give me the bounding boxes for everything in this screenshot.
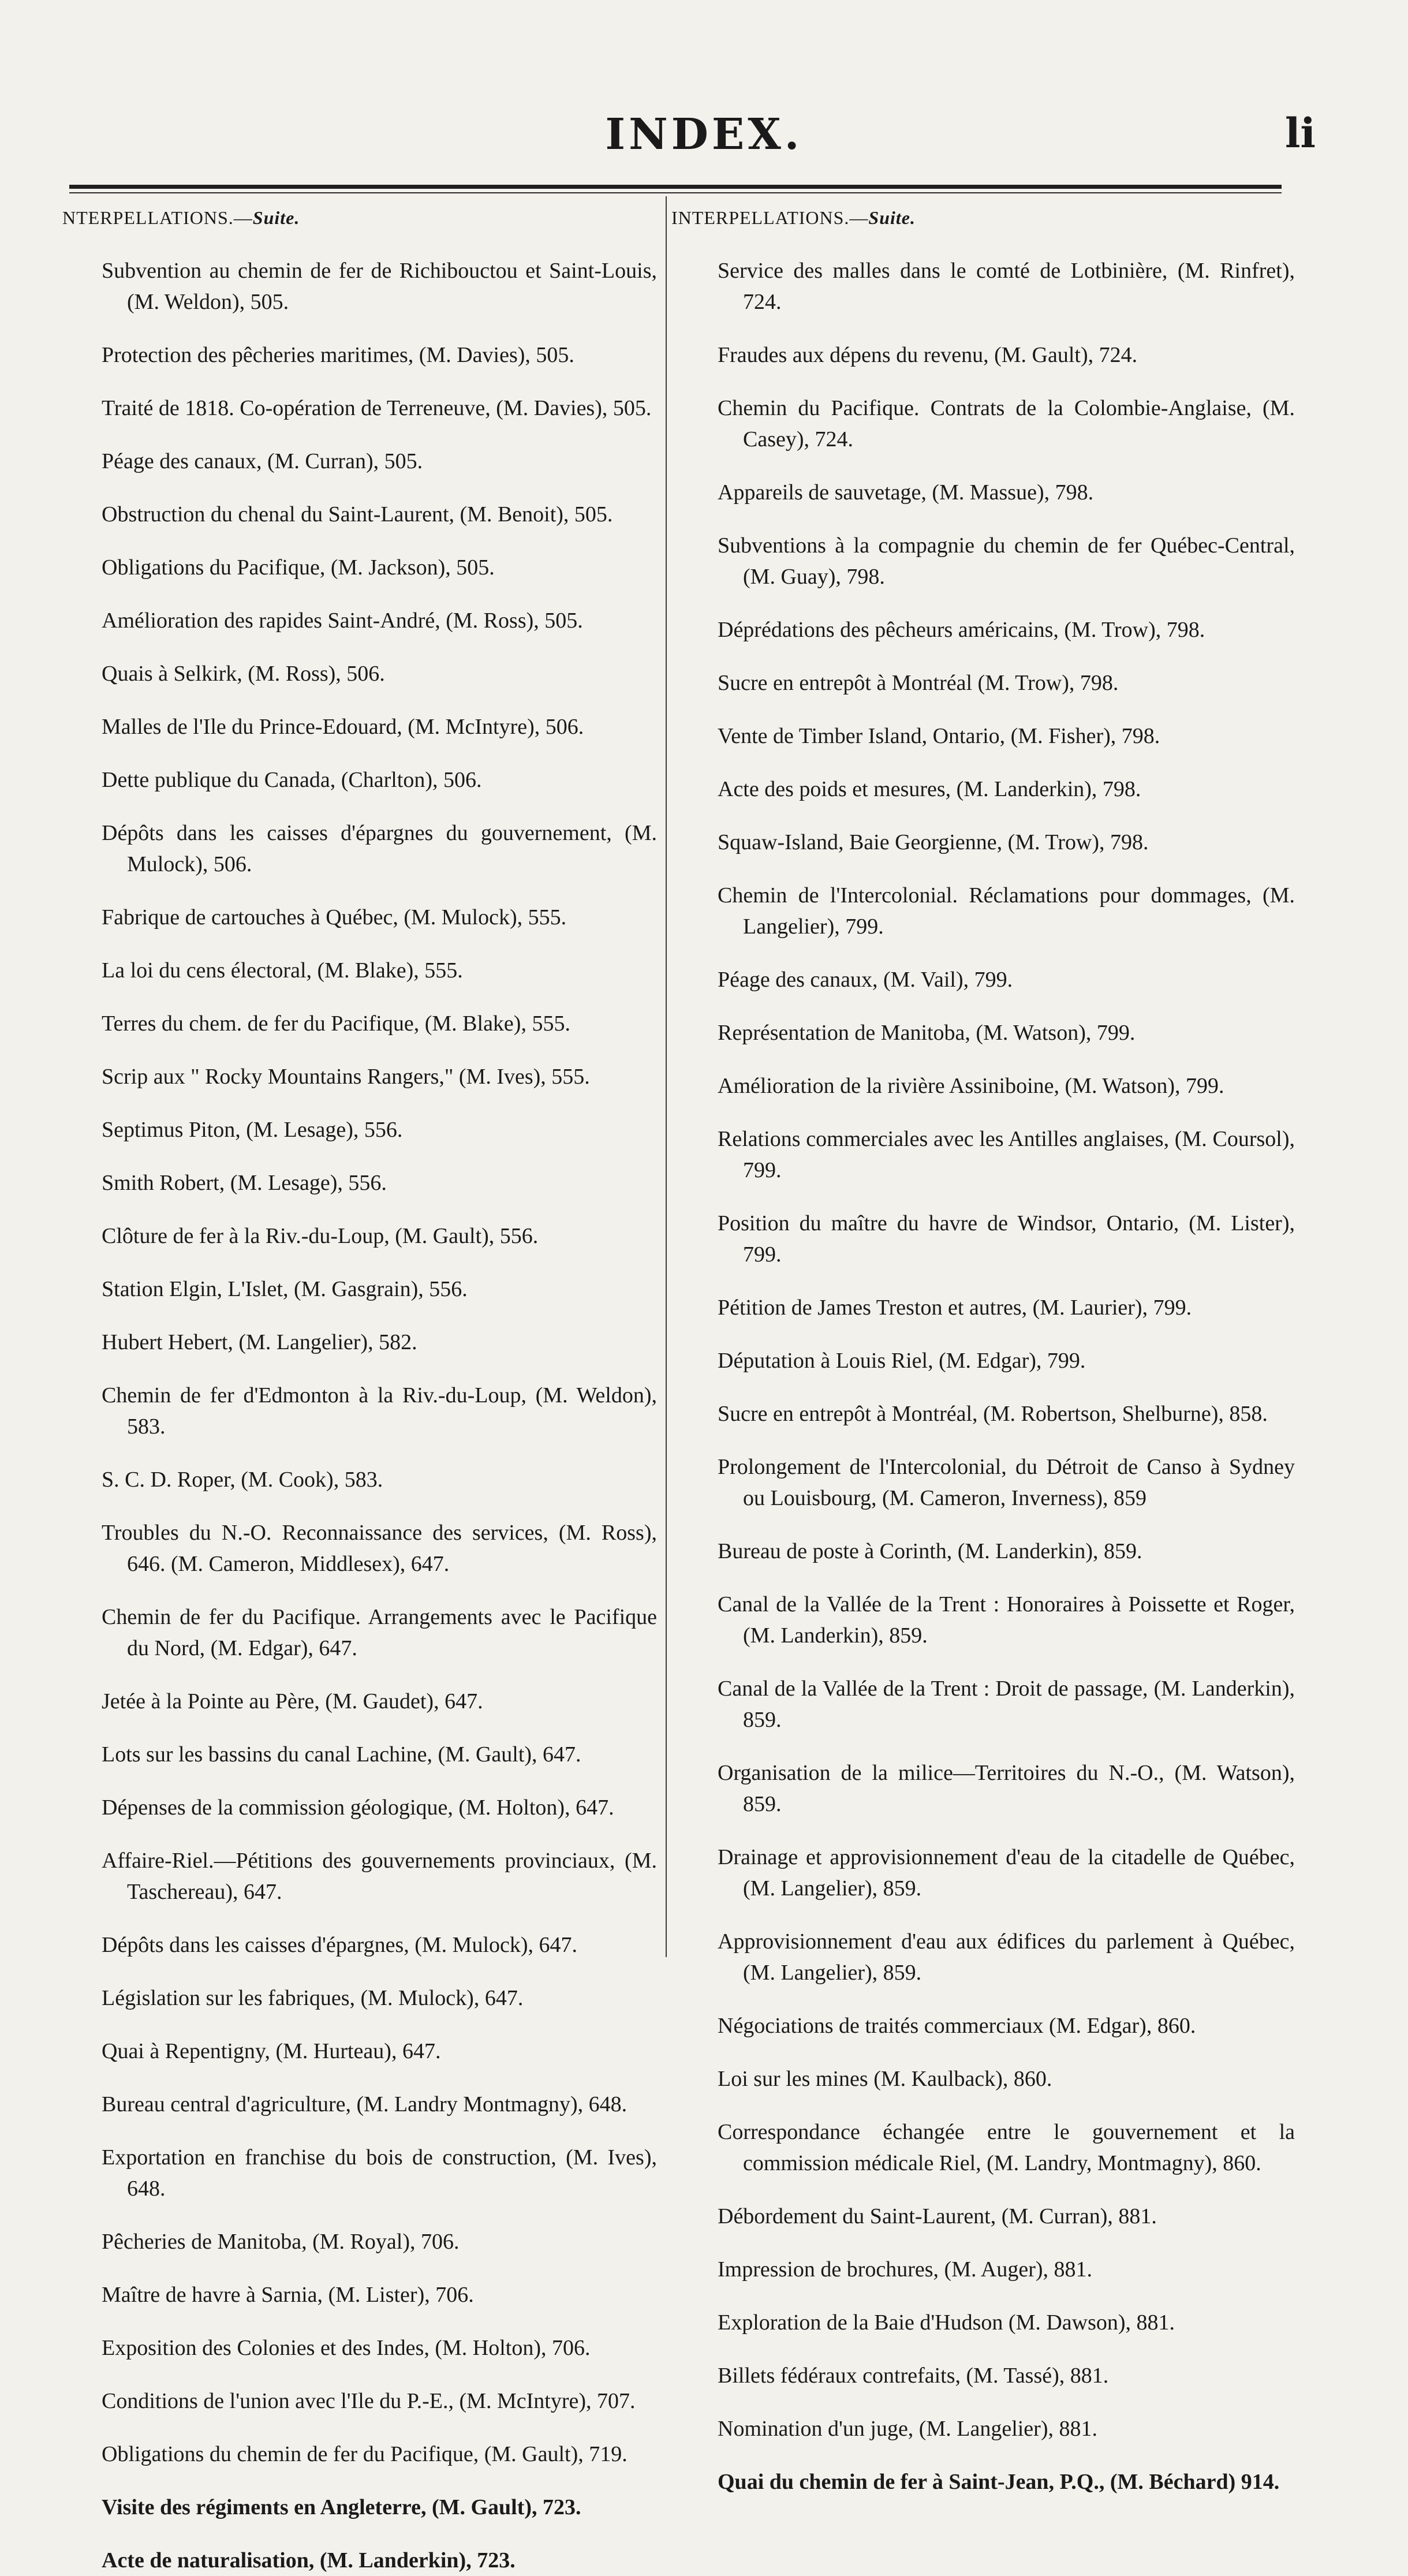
right-column-header-suite: Suite. xyxy=(868,207,916,228)
right-index-entry: Subventions à la compagnie du chemin de fer Québec-Central, (M. Guay), 798. xyxy=(718,533,1295,589)
right-index-entry: Impression de brochures, (M. Auger), 881. xyxy=(718,2257,1093,2282)
right-index-entry: Position du maître du havre de Windsor, Ontario, (M. Lister), 799. xyxy=(718,1211,1295,1267)
left-index-entry: Malles de l'Ile du Prince-Edouard, (M. McIntyre), 506. xyxy=(102,715,584,739)
left-index-entry: Clôture de fer à la Riv.-du-Loup, (M. Gault), 556. xyxy=(102,1224,539,1248)
left-index-entry: Traité de 1818. Co-opération de Terreneuve, (M. Davies), 505. xyxy=(102,396,652,420)
left-index-entry: Dépôts dans les caisses d'épargnes, (M. Mulock), 647. xyxy=(102,1933,578,1957)
page-number: li xyxy=(1284,109,1316,157)
right-index-entry: Négociations de traités commerciaux (M. Edgar), 860. xyxy=(718,2014,1196,2038)
header-rule-thin xyxy=(69,192,1282,193)
left-index-entry: La loi du cens électoral, (M. Blake), 555. xyxy=(102,958,463,983)
right-index-entry: Sucre en entrepôt à Montréal (M. Trow), 798. xyxy=(718,671,1119,695)
right-index-entry: Pétition de James Treston et autres, (M. Laurier), 799. xyxy=(718,1296,1192,1320)
left-column xyxy=(62,202,657,2576)
left-index-entry: Péage des canaux, (M. Curran), 505. xyxy=(102,449,423,473)
right-index-entry: Exploration de la Baie d'Hudson (M. Dawson), 881. xyxy=(718,2310,1175,2335)
right-index-entry: Péage des canaux, (M. Vail), 799. xyxy=(718,968,1013,992)
right-entry-list xyxy=(671,255,1295,2497)
left-index-entry: Jetée à la Pointe au Père, (M. Gaudet), 647. xyxy=(102,1689,483,1713)
right-index-entry: Quai du chemin de fer à Saint-Jean, P.Q., (M. Béchard) 914. xyxy=(718,2470,1280,2494)
header-rule-thick xyxy=(69,185,1282,189)
left-index-entry: Dépôts dans les caisses d'épargnes du gouvernement, (M. Mulock), 506. xyxy=(102,821,657,876)
left-index-entry: Législation sur les fabriques, (M. Mulock), 647. xyxy=(102,1986,524,2010)
right-index-entry: Canal de la Vallée de la Trent : Droit de passage, (M. Landerkin), 859. xyxy=(718,1677,1295,1732)
right-index-entry: Loi sur les mines (M. Kaulback), 860. xyxy=(718,2067,1052,2091)
left-index-entry: Exportation en franchise du bois de construction, (M. Ives), 648. xyxy=(102,2145,657,2201)
right-index-entry: Députation à Louis Riel, (M. Edgar), 799. xyxy=(718,1349,1086,1373)
right-index-entry: Chemin du Pacifique. Contrats de la Colombie-Anglaise, (M. Casey), 724. xyxy=(718,396,1295,451)
right-index-entry: Fraudes aux dépens du revenu, (M. Gault), 724. xyxy=(718,343,1138,367)
right-index-entry: Billets fédéraux contrefaits, (M. Tassé), 881. xyxy=(718,2364,1109,2388)
left-index-entry: Chemin de fer d'Edmonton à la Riv.-du-Loup, (M. Weldon), 583. xyxy=(102,1383,657,1439)
right-index-entry: Chemin de l'Intercolonial. Réclamations pour dommages, (M. Langelier), 799. xyxy=(718,883,1295,939)
left-index-entry: Scrip aux " Rocky Mountains Rangers," (M. Ives), 555. xyxy=(102,1065,590,1089)
left-index-entry: S. C. D. Roper, (M. Cook), 583. xyxy=(102,1468,383,1492)
left-index-entry: Conditions de l'union avec l'Ile du P.-E., (M. McIntyre), 707. xyxy=(102,2389,636,2413)
right-index-entry: Amélioration de la rivière Assiniboine, (M. Watson), 799. xyxy=(718,1074,1224,1098)
left-index-entry: Bureau central d'agriculture, (M. Landry Montmagny), 648. xyxy=(102,2092,628,2116)
left-index-entry: Affaire-Riel.—Pétitions des gouvernements provinciaux, (M. Taschereau), 647. xyxy=(102,1849,657,1904)
right-index-entry: Bureau de poste à Corinth, (M. Landerkin), 859. xyxy=(718,1539,1142,1563)
right-index-entry: Service des malles dans le comté de Lotbinière, (M. Rinfret), 724. xyxy=(718,259,1295,314)
left-index-entry: Lots sur les bassins du canal Lachine, (M. Gault), 647. xyxy=(102,1742,581,1767)
left-index-entry: Obstruction du chenal du Saint-Laurent, (M. Benoit), 505. xyxy=(102,502,613,527)
left-index-entry: Protection des pêcheries maritimes, (M. Davies), 505. xyxy=(102,343,574,367)
right-index-entry: Prolongement de l'Intercolonial, du Détroit de Canso à Sydney ou Louisbourg, (M. Cameron, Inverness), 859 xyxy=(718,1455,1295,1510)
right-index-entry: Relations commerciales avec les Antilles anglaises, (M. Coursol), 799. xyxy=(718,1127,1295,1182)
left-index-entry: Dette publique du Canada, (Charlton), 506. xyxy=(102,768,482,792)
left-column-header-prefix: NTERPELLATIONS.— xyxy=(62,207,253,228)
right-column xyxy=(671,202,1295,2497)
column-divider xyxy=(666,196,667,1957)
right-index-entry: Appareils de sauvetage, (M. Massue), 798. xyxy=(718,480,1094,505)
right-index-entry: Sucre en entrepôt à Montréal, (M. Robertson, Shelburne), 858. xyxy=(718,1402,1268,1426)
left-index-entry: Hubert Hebert, (M. Langelier), 582. xyxy=(102,1330,417,1354)
right-index-entry: Approvisionnement d'eau aux édifices du parlement à Québec, (M. Langelier), 859. xyxy=(718,1929,1295,1985)
left-index-entry: Exposition des Colonies et des Indes, (M. Holton), 706. xyxy=(102,2336,591,2360)
left-index-entry: Station Elgin, L'Islet, (M. Gasgrain), 556. xyxy=(102,1277,468,1301)
left-index-entry: Visite des régiments en Angleterre, (M. Gault), 723. xyxy=(102,2495,581,2519)
right-index-entry: Canal de la Vallée de la Trent : Honoraires à Poissette et Roger, (M. Landerkin), 859. xyxy=(718,1592,1295,1648)
right-index-entry: Drainage et approvisionnement d'eau de la citadelle de Québec, (M. Langelier), 859. xyxy=(718,1845,1295,1901)
page-title: INDEX. xyxy=(605,110,803,159)
left-index-entry: Obligations du chemin de fer du Pacifique, (M. Gault), 719. xyxy=(102,2442,628,2466)
right-index-entry: Squaw-Island, Baie Georgienne, (M. Trow), 798. xyxy=(718,830,1149,854)
left-index-entry: Smith Robert, (M. Lesage), 556. xyxy=(102,1171,387,1195)
left-index-entry: Obligations du Pacifique, (M. Jackson), 505. xyxy=(102,555,495,580)
right-column-header-prefix: INTERPELLATIONS.— xyxy=(671,207,869,228)
left-index-entry: Quais à Selkirk, (M. Ross), 506. xyxy=(102,662,385,686)
left-entry-list xyxy=(62,255,657,2576)
left-index-entry: Troubles du N.-O. Reconnaissance des services, (M. Ross), 646. (M. Cameron, Middlesex), 647. xyxy=(102,1521,657,1576)
left-index-entry: Terres du chem. de fer du Pacifique, (M. Blake), 555. xyxy=(102,1011,570,1036)
right-index-entry: Déprédations des pêcheurs américains, (M. Trow), 798. xyxy=(718,618,1205,642)
left-index-entry: Chemin de fer du Pacifique. Arrangements avec le Pacifique du Nord, (M. Edgar), 647. xyxy=(102,1605,657,1660)
left-index-entry: Amélioration des rapides Saint-André, (M. Ross), 505. xyxy=(102,608,583,633)
right-index-entry: Vente de Timber Island, Ontario, (M. Fisher), 798. xyxy=(718,724,1160,748)
left-index-entry: Dépenses de la commission géologique, (M. Holton), 647. xyxy=(102,1795,614,1820)
right-index-entry: Organisation de la milice—Territoires du N.-O., (M. Watson), 859. xyxy=(718,1761,1295,1816)
right-column-header xyxy=(671,202,1295,233)
left-index-entry: Pêcheries de Manitoba, (M. Royal), 706. xyxy=(102,2230,460,2254)
left-index-entry: Maître de havre à Sarnia, (M. Lister), 706. xyxy=(102,2283,474,2307)
left-column-header xyxy=(62,202,657,233)
left-index-entry: Fabrique de cartouches à Québec, (M. Mulock), 555. xyxy=(102,905,567,929)
right-index-entry: Représentation de Manitoba, (M. Watson), 799. xyxy=(718,1021,1136,1045)
right-index-entry: Nomination d'un juge, (M. Langelier), 881. xyxy=(718,2417,1097,2441)
left-index-entry: Septimus Piton, (M. Lesage), 556. xyxy=(102,1118,403,1142)
left-index-entry: Subvention au chemin de fer de Richibouctou et Saint-Louis, (M. Weldon), 505. xyxy=(102,259,657,314)
left-index-entry: Quai à Repentigny, (M. Hurteau), 647. xyxy=(102,2039,441,2063)
right-index-entry: Acte des poids et mesures, (M. Landerkin), 798. xyxy=(718,777,1141,801)
left-column-header-suite: Suite. xyxy=(252,207,300,228)
right-index-entry: Correspondance échangée entre le gouvernement et la commission médicale Riel, (M. Landry, Montmagny), 860. xyxy=(718,2120,1295,2175)
left-index-entry: Acte de naturalisation, (M. Landerkin), 723. xyxy=(102,2548,516,2573)
right-index-entry: Débordement du Saint-Laurent, (M. Curran), 881. xyxy=(718,2204,1157,2228)
